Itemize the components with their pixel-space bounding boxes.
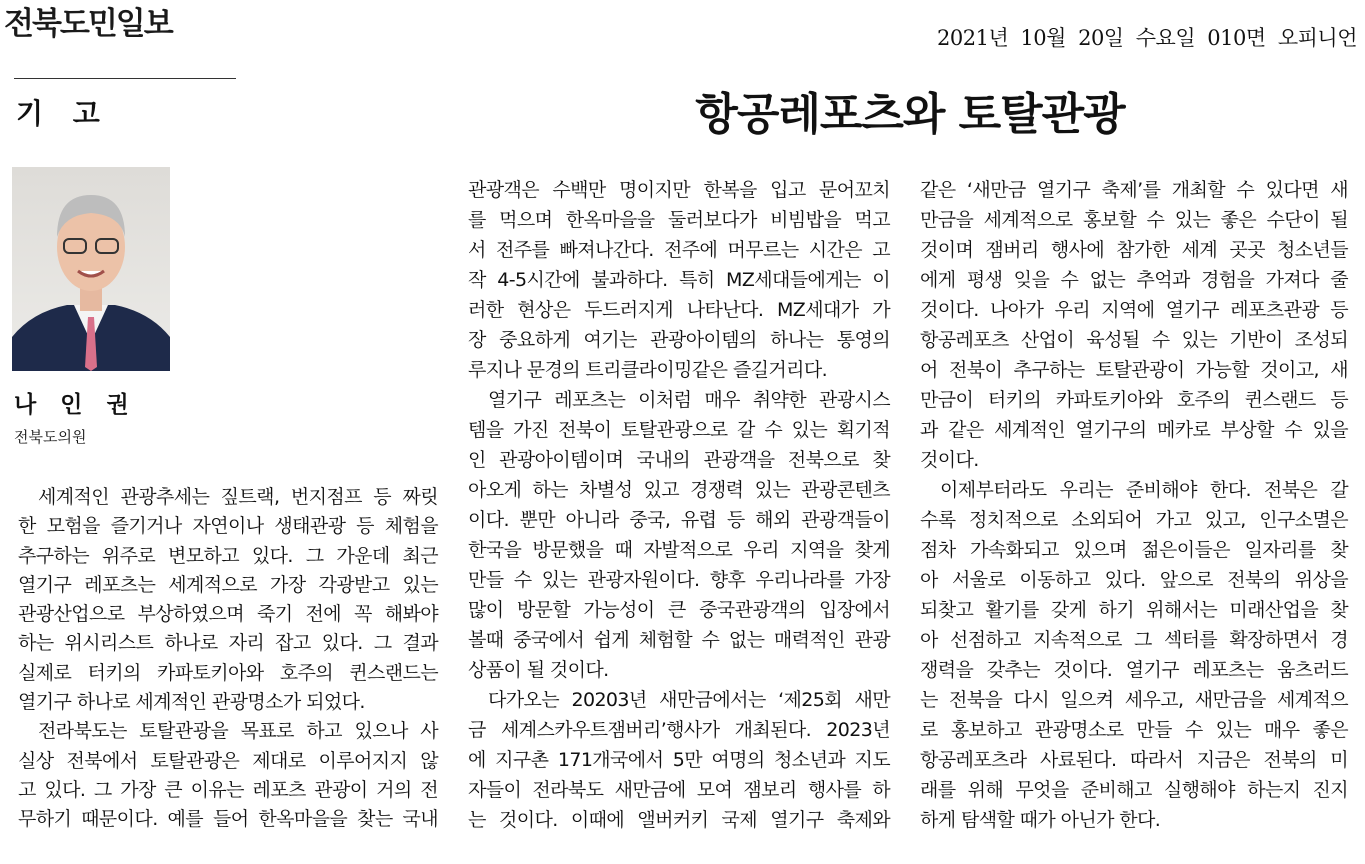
section-divider — [14, 78, 236, 79]
article-line: 작 4-5시간에 불과하다. 특히 MZ세대들에게는 이 — [468, 269, 890, 291]
article-line: 관광객은 수백만 명이지만 한복을 입고 문어꼬치 — [468, 179, 890, 201]
article-line: 수록 정치적으로 소외되어 가고 있고, 인구소멸은 — [920, 509, 1348, 531]
article-line: 이제부터라도 우리는 준비해야 한다. 전북은 갈 — [940, 479, 1348, 501]
article-line: 이다. 뿐만 아니라 중국, 유렵 등 해외 관광객들이 — [468, 509, 890, 531]
article-line: 열기구 레포츠는 세계적으로 가장 각광받고 있는 — [18, 573, 438, 596]
article-line: 로 홍보하고 관광명소로 만들 수 있는 매우 좋은 — [920, 719, 1348, 741]
article-line: 자들이 전라북도 새만금에 모여 잼보리 행사를 하 — [468, 779, 890, 801]
article-line: 하게 탐색할 때가 아닌가 한다. — [920, 809, 1161, 831]
article-line: 같은 ‘새만금 열기구 축제’를 개최할 수 있다면 새 — [920, 179, 1348, 201]
article-line: 고 있다. 그 가장 큰 이유는 레포츠 관광이 거의 전 — [18, 778, 438, 801]
article-line: 관광산업으로 부상하였으며 죽기 전에 꼭 해봐야 — [18, 603, 438, 626]
article-line: 만금을 세계적으로 홍보할 수 있는 좋은 수단이 될 — [920, 209, 1348, 231]
article-line: 에게 평생 잊을 수 없는 추억과 경험을 가져다 줄 — [920, 269, 1348, 291]
article-line: 아오게 하는 차별성 있고 경쟁력 있는 관광콘텐츠 — [468, 479, 890, 501]
article-line: 루지나 문경의 트리클라이밍같은 즐길거리다. — [468, 359, 828, 381]
article-line: 를 먹으며 한옥마을을 둘러보다가 비빔밥을 먹고 — [468, 209, 890, 231]
article-line: 열기구 레포츠는 이처럼 매우 취약한 관광시스 — [488, 389, 890, 411]
article-line: 볼때 중국에서 쉽게 체험할 수 없는 매력적인 관광 — [468, 629, 890, 651]
article-line: 는 전북을 다시 일으켜 세우고, 새만금을 세계적으 — [920, 689, 1348, 711]
article-line: 항공레포츠라 사료된다. 따라서 지금은 전북의 미 — [920, 749, 1348, 771]
article-line: 에 지구촌 171개국에서 5만 여명의 청소년과 지도 — [468, 749, 890, 771]
article-line: 아 선점하고 지속적으로 그 섹터를 확장하면서 경 — [920, 629, 1348, 651]
article-line: 한국을 방문했을 때 자발적으로 우리 지역을 찾게 — [468, 539, 890, 561]
article-line: 템을 가진 전북이 토탈관광으로 갈 수 있는 획기적 — [468, 419, 890, 441]
author-role: 전북도의원 — [14, 428, 87, 446]
article-line: 쟁력을 갖추는 것이다. 열기구 레포츠는 움츠러드 — [920, 659, 1348, 681]
article-line: 인 관광아이템이며 국내의 관광객을 전북으로 찾 — [468, 449, 890, 471]
article-line: 래를 위해 무엇을 준비해고 실행해야 하는지 진지 — [920, 779, 1348, 801]
article-line: 많이 방문할 가능성이 큰 중국관광객의 입장에서 — [468, 599, 890, 621]
article-column-1 — [18, 483, 438, 835]
article-line: 러한 현상은 두드러지게 나타난다. MZ세대가 가 — [468, 299, 890, 321]
article-line: 점차 가속화되고 있으며 젊은이들은 일자리를 찾 — [920, 539, 1348, 561]
article-line: 금 세계스카우트잼버리’행사가 개최된다. 2023년 — [468, 719, 890, 741]
author-name: 나 인 권 — [14, 392, 137, 418]
article-line: 다가오는 20203년 새만금에서는 ‘제25회 새만 — [488, 689, 890, 711]
article-line: 과 같은 세계적인 열기구의 메카로 부상할 수 있을 — [920, 419, 1348, 441]
article-line: 열기구 하나로 세계적인 관광명소가 되었다. — [18, 691, 365, 714]
article-line: 것이다. 나아가 우리 지역에 열기구 레포츠관광 등 — [920, 299, 1348, 321]
article-line: 전라북도는 토탈관광을 목표로 하고 있으나 사 — [38, 720, 438, 743]
article-line: 무하기 때문이다. 예를 들어 한옥마을을 찾는 국내 — [18, 808, 438, 831]
article-line: 항공레포츠 산업이 육성될 수 있는 기반이 조성되 — [920, 329, 1348, 351]
headline: 항공레포츠와 토탈관광 — [695, 89, 1125, 140]
article-line: 것이다. — [920, 449, 979, 471]
article-line: 추구하는 위주로 변모하고 있다. 그 가운데 최근 — [18, 544, 438, 567]
article-line: 한 모험을 즐기거나 자연이나 생태관광 등 체험을 — [18, 515, 438, 538]
article-column-3 — [920, 175, 1348, 835]
section-label: 기 고 — [16, 97, 110, 130]
article-line: 는 것이다. 이때에 앨버커키 국제 열기구 축제와 — [468, 809, 890, 831]
article-line: 장 중요하게 여기는 관광아이템의 하나는 통영의 — [468, 329, 890, 351]
article-line: 되찾고 활기를 갖게 하기 위해서는 미래산업을 찾 — [920, 599, 1348, 621]
article-line: 만금이 터키의 카파토키아와 호주의 퀸스랜드 등 — [920, 389, 1348, 411]
dateline: 2021년 10월 20일 수요일 010면 오피니언 — [937, 26, 1357, 50]
article-line: 만들 수 있는 관광자원이다. 향후 우리나라를 가장 — [468, 569, 890, 591]
author-photo — [12, 167, 170, 371]
article-column-2 — [468, 175, 890, 835]
article-line: 것이며 잼버리 행사에 참가한 세계 곳곳 청소년들 — [920, 239, 1348, 261]
article-line: 아 서울로 이동하고 있다. 앞으로 전북의 위상을 — [920, 569, 1348, 591]
article-line: 실상 전북에서 토탈관광은 제대로 이루어지지 않 — [18, 749, 438, 772]
article-line: 어 전북이 추구하는 토탈관광이 가능할 것이고, 새 — [920, 359, 1348, 381]
article-line: 하는 위시리스트 하나로 자리 잡고 있다. 그 결과 — [18, 632, 438, 655]
newspaper-logo: 전북도민일보 — [4, 6, 172, 42]
article-line: 실제로 터키의 카파토키아와 호주의 퀸스랜드는 — [18, 661, 438, 684]
article-line: 세계적인 관광추세는 짚트랙, 번지점프 등 짜릿 — [38, 486, 438, 508]
article-line: 서 전주를 빠져나간다. 전주에 머무르는 시간은 고 — [468, 239, 890, 261]
article-line: 상품이 될 것이다. — [468, 659, 609, 681]
